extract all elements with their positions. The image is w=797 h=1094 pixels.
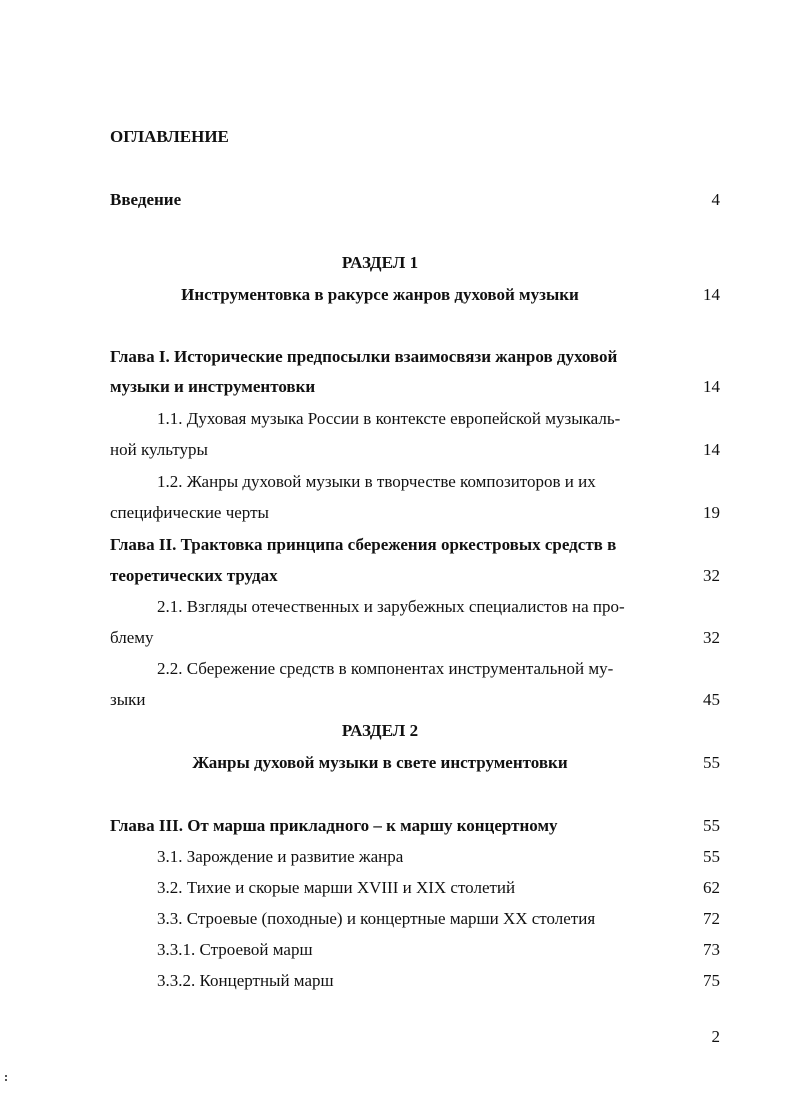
scan-marks — [4, 1074, 8, 1088]
toc-entry-page: 55 — [703, 847, 720, 866]
chapter-2-title-line2: теоретических трудах — [110, 566, 278, 585]
toc-entry-page: 45 — [703, 690, 720, 709]
section-2-heading: РАЗДЕЛ 2 — [341, 721, 419, 740]
toc-entry-line2: блему — [110, 628, 154, 647]
toc-entry-page: 14 — [703, 285, 720, 304]
chapter-1-title-line1: Глава I. Исторические предпосылки взаимосвязи жанров духовой — [110, 347, 618, 366]
toc-entry-page: 32 — [703, 566, 720, 585]
chapter-1-title-line2: музыки и инструментовки — [110, 377, 316, 396]
toc-entry-line1: 2.1. Взгляды отечественных и зарубежных специалистов на про- — [157, 597, 625, 616]
toc-entry-page: 73 — [703, 940, 720, 959]
toc-entry-page: 19 — [703, 503, 720, 522]
toc-title: ОГЛАВЛЕНИЕ — [110, 127, 229, 146]
toc-entry-line1: 2.2. Сбережение средств в компонентах инструментальной му- — [157, 659, 614, 678]
toc-entry-line2: зыки — [110, 690, 146, 709]
toc-entry-page: 55 — [703, 753, 720, 772]
toc-entry-line2: ной культуры — [110, 440, 208, 459]
toc-entry-page: 32 — [703, 628, 720, 647]
chapter-2-title-line1: Глава II. Трактовка принципа сбережения оркестровых средств в — [110, 535, 617, 554]
page-number: 2 — [711, 1027, 720, 1046]
section-2-subtitle: Жанры духовой музыки в свете инструментовки — [192, 753, 568, 772]
toc-entry-label: 3.3.2. Концертный марш — [157, 971, 334, 990]
toc-entry-page: 72 — [703, 909, 720, 928]
section-1-subtitle: Инструментовка в ракурсе жанров духовой музыки — [181, 285, 579, 304]
toc-entry-page: 75 — [703, 971, 720, 990]
toc-entry-label: 3.1. Зарождение и развитие жанра — [157, 847, 404, 866]
section-1-heading: РАЗДЕЛ 1 — [341, 253, 419, 272]
toc-entry-page: 14 — [703, 377, 720, 396]
toc-entry-page: 62 — [703, 878, 720, 897]
chapter-3-title: Глава III. От марша прикладного – к маршу концертному — [110, 816, 558, 835]
toc-entry-label: 3.3. Строевые (походные) и концертные марши XX столетия — [157, 909, 596, 928]
toc-entry-line2: специфические черты — [110, 503, 269, 522]
toc-entry-page: 55 — [703, 816, 720, 835]
toc-entry-page: 14 — [703, 440, 720, 459]
toc-entry-line1: 1.2. Жанры духовой музыки в творчестве композиторов и их — [157, 472, 596, 491]
toc-entry-page: 4 — [711, 190, 720, 209]
toc-entry-label: Введение — [110, 190, 182, 209]
toc-entry-label: 3.3.1. Строевой марш — [157, 940, 313, 959]
toc-entry-label: 3.2. Тихие и скорые марши XVIII и XIX столетий — [157, 878, 516, 897]
toc-entry-line1: 1.1. Духовая музыка России в контексте европейской музыкаль- — [157, 409, 621, 428]
